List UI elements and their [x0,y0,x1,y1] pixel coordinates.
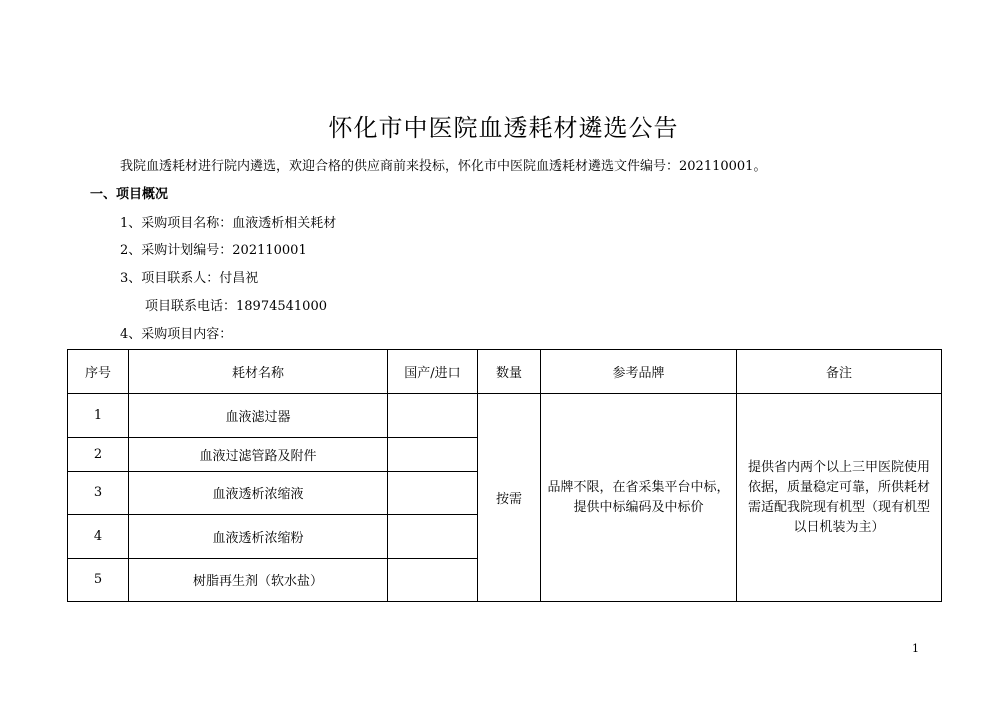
phone-line: 项目联系电话：18974541000 [145,299,327,314]
header-no: 序号 [68,350,129,394]
cell-name: 树脂再生剂（软水盐） [129,558,388,601]
header-origin: 国产/进口 [388,350,478,394]
plan-number-line: 2、采购计划编号：202110001 [120,243,307,258]
cell-quantity: 按需 [478,394,541,602]
cell-no: 1 [68,394,129,438]
procurement-table [67,349,942,602]
cell-origin [388,438,478,472]
project-name-line: 1、采购项目名称：血液透析相关耗材 [120,216,337,231]
cell-no: 4 [68,514,129,558]
header-remark: 备注 [737,350,942,394]
cell-origin [388,514,478,558]
header-quantity: 数量 [478,350,541,394]
cell-no: 3 [68,471,129,514]
table-header-row [68,350,942,394]
page-title: 怀化市中医院血透耗材遴选公告 [328,114,679,142]
table-row [68,394,942,438]
intro-paragraph: 我院血透耗材进行院内遴选，欢迎合格的供应商前来投标，怀化市中医院血透耗材遴选文件编号：202110001。 [120,159,767,174]
cell-no: 2 [68,438,129,472]
section-heading-overview: 一、项目概况 [90,187,169,202]
cell-name: 血液透析浓缩液 [129,471,388,514]
cell-name: 血液过滤管路及附件 [129,438,388,472]
cell-origin [388,471,478,514]
cell-brand: 品牌不限，在省采集平台中标，提供中标编码及中标价 [541,394,737,602]
header-brand: 参考品牌 [541,350,737,394]
page-number: 1 [912,642,919,655]
cell-name: 血液滤过器 [129,394,388,438]
header-name: 耗材名称 [129,350,388,394]
cell-origin [388,558,478,601]
cell-name: 血液透析浓缩粉 [129,514,388,558]
cell-remark: 提供省内两个以上三甲医院使用依据，质量稳定可靠，所供耗材需适配我院现有机型（现有机型以日机装为主） [737,394,942,602]
content-line: 4、采购项目内容： [120,327,233,342]
contact-line: 3、项目联系人：付昌祝 [120,271,259,286]
cell-no: 5 [68,558,129,601]
cell-origin [388,394,478,438]
